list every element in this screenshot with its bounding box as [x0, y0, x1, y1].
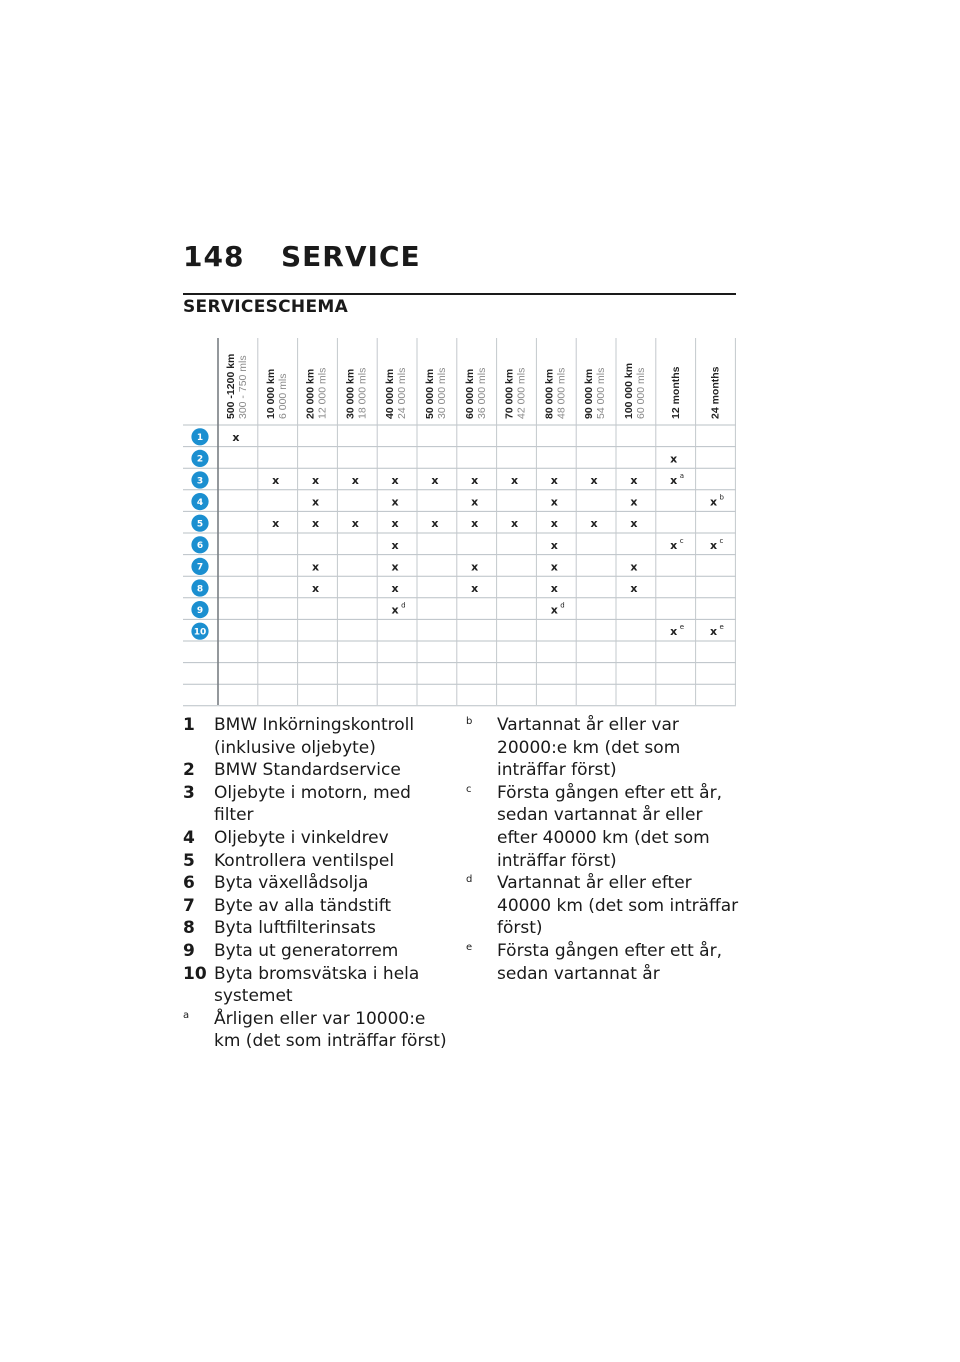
column-header-km: 40 000 km: [384, 368, 397, 419]
column-header-km: 80 000 km: [543, 368, 556, 419]
service-mark: x: [431, 474, 439, 487]
service-mark: x: [510, 517, 519, 531]
legend-footnotes: [466, 714, 746, 985]
service-mark: x: [471, 517, 479, 531]
column-header-mls: 54 000 mls: [595, 367, 608, 419]
service-mark: x: [630, 517, 638, 531]
column-header-km: 30 000 km: [344, 368, 357, 419]
service-mark: x: [550, 495, 558, 509]
service-mark-footnote: c: [719, 536, 724, 545]
footnote-e: e Första gången efter ett år, sedan vartannat år: [466, 940, 722, 984]
row-number: 7: [196, 562, 204, 573]
footnote-d: d Vartannat år eller efter 40000 km (det som inträffar först): [466, 873, 739, 939]
column-header-interval: 12 months: [669, 366, 682, 419]
footnote-b: b Vartannat år eller var 20000:e km (det som inträffar först): [466, 715, 681, 781]
row-number: 2: [196, 454, 204, 465]
service-mark: x: [630, 474, 638, 487]
column-header-km: 90 000 km: [583, 368, 596, 419]
row-number: 4: [196, 497, 204, 508]
service-mark: x: [232, 430, 240, 444]
service-mark-footnote: d: [560, 601, 565, 610]
column-header-mls: 18 000 mls: [356, 367, 369, 419]
legend-item-10: 10 Byta bromsvätska i hela systemet: [183, 963, 420, 1007]
column-header-mls: 48 000 mls: [555, 367, 568, 419]
column-header-km: 20 000 km: [304, 368, 317, 419]
legend-items: [183, 714, 448, 1053]
service-mark-footnote: c: [679, 536, 684, 545]
service-mark: x: [311, 474, 320, 487]
service-mark: x: [391, 474, 399, 487]
service-mark: x: [550, 538, 558, 552]
service-mark-footnote: a: [679, 472, 684, 480]
service-mark: x: [431, 517, 439, 531]
service-mark: x: [391, 603, 399, 617]
column-header-km: 50 000 km: [424, 368, 436, 419]
service-mark: x: [391, 495, 399, 509]
service-mark: x: [510, 474, 519, 487]
legend-item-6: 6 Byta växellådsolja: [183, 873, 369, 894]
service-mark: x: [709, 625, 718, 639]
column-header-km: 100 000 km: [623, 362, 635, 419]
service-mark: x: [550, 582, 558, 595]
service-mark: x: [311, 495, 320, 509]
service-mark: x: [550, 560, 558, 574]
page-number: 148: [183, 240, 245, 273]
service-mark: x: [630, 560, 638, 574]
service-mark-footnote: d: [401, 601, 406, 610]
column-header-mls: 12 000 mls: [316, 367, 329, 419]
service-mark: x: [272, 474, 280, 487]
service-mark: x: [550, 517, 558, 531]
row-number: 5: [196, 519, 204, 530]
service-mark: x: [670, 538, 678, 552]
legend-item-7: 7 Byte av alla tändstift: [183, 895, 392, 916]
service-mark: x: [391, 517, 399, 531]
legend-item-8: 8 Byta luftfilterinsats: [183, 918, 376, 939]
service-mark: x: [590, 517, 598, 531]
row-number: 9: [196, 605, 204, 616]
service-mark: x: [630, 495, 638, 509]
service-mark: x: [272, 517, 280, 531]
legend-item-9: 9 Byta ut generatorrem: [183, 940, 399, 961]
service-mark: x: [471, 474, 479, 487]
column-header-km: 70 000 km: [503, 368, 516, 419]
column-header-km: 60 000 km: [463, 368, 476, 419]
chapter-title: SERVICE: [281, 240, 421, 273]
column-header-mls: 24 000 mls: [396, 367, 409, 419]
service-mark: x: [550, 603, 558, 617]
service-mark: x: [351, 474, 359, 487]
column-header-km: 500 -1200 km: [225, 353, 237, 419]
column-header-km: 10 000 km: [264, 368, 277, 419]
service-mark: x: [471, 495, 479, 509]
column-header-mls: 36 000 mls: [475, 367, 488, 419]
column-header-mls: 30 000 mls: [436, 367, 448, 419]
service-mark: x: [351, 517, 359, 531]
service-mark: x: [311, 582, 320, 595]
legend-item-3: 3 Oljebyte i motorn, med filter: [183, 782, 411, 826]
column-header-mls: 60 000 mls: [635, 367, 647, 419]
service-mark: x: [709, 538, 718, 552]
service-mark: x: [391, 560, 399, 574]
service-mark: x: [670, 625, 678, 639]
row-number: 3: [196, 476, 204, 487]
row-number: 8: [196, 584, 204, 595]
row-number: 6: [196, 541, 204, 552]
column-header-mls: 300 - 750 mls: [237, 355, 249, 419]
column-header-mls: 42 000 mls: [515, 367, 528, 419]
service-mark-footnote: e: [719, 623, 724, 632]
service-mark-footnote: e: [679, 623, 685, 632]
service-mark: x: [670, 474, 678, 487]
service-mark: x: [590, 474, 598, 487]
legend-item-2: 2 BMW Standardservice: [183, 760, 401, 781]
legend-item-1: 1 BMW Inkörningskontroll (inklusive oljebyte): [183, 715, 415, 758]
service-mark: x: [709, 495, 718, 509]
service-mark: x: [471, 560, 479, 574]
row-number: 10: [193, 627, 207, 638]
service-mark-footnote: b: [719, 493, 724, 502]
service-mark: x: [311, 560, 320, 574]
column-header-interval: 24 months: [709, 366, 722, 419]
service-mark: x: [311, 517, 320, 531]
footnote-c: c Första gången efter ett år, sedan vartannat år eller efter 40000 km (det som inträffar först): [466, 782, 722, 871]
service-mark: x: [670, 452, 678, 466]
service-mark: x: [391, 582, 399, 595]
legend-item-5: 5 Kontrollera ventilspel: [183, 850, 395, 871]
legend-item-4: 4 Oljebyte i vinkeldrev: [183, 827, 389, 848]
service-mark: x: [630, 582, 638, 595]
column-header-mls: 6 000 mls: [276, 373, 289, 419]
footnote-a: a Årligen eller var 10000:e km (det som inträffar först): [183, 1008, 447, 1052]
service-mark: x: [471, 582, 479, 595]
section-title: SERVICESCHEMA: [183, 297, 349, 317]
row-number: 1: [196, 433, 204, 444]
service-mark: x: [550, 474, 558, 487]
service-mark: x: [391, 538, 399, 552]
